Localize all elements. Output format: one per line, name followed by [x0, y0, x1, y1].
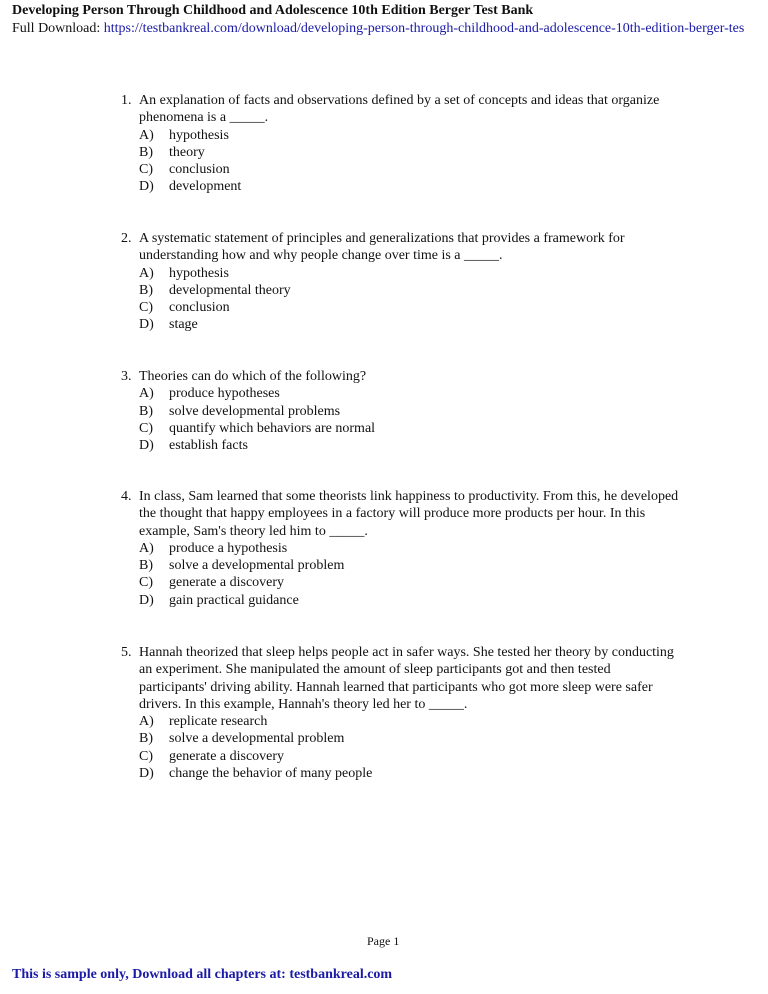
answer-option — [139, 316, 681, 333]
option-text: generate a discovery — [169, 748, 285, 764]
option-letter: A) — [139, 386, 154, 402]
option-letter: A) — [139, 127, 154, 143]
question-text: Hannah theorized that sleep helps people act in safer ways. She tested her theory by conducting an experiment. She manipulated the amount of sleep participants got and then tested participants' driving ability. Hannah learned that participants who got more sleep were safer drivers. In this example, Hannah's theory led her to _____. — [139, 645, 674, 712]
option-letter: C) — [139, 300, 153, 316]
answer-option — [139, 265, 681, 282]
option-text: produce hypotheses — [169, 386, 280, 402]
question-4 — [121, 488, 681, 609]
question-2 — [121, 230, 681, 334]
question-3 — [121, 368, 681, 454]
question-text: An explanation of facts and observations defined by a set of concepts and ideas that organize phenomena is a _____. — [139, 93, 660, 126]
option-letter: B) — [139, 403, 153, 419]
option-text: developmental theory — [169, 282, 291, 298]
answer-option — [139, 730, 681, 747]
answer-option — [139, 144, 681, 161]
answer-option — [139, 713, 681, 730]
option-letter: D) — [139, 438, 154, 454]
option-text: conclusion — [169, 300, 230, 316]
option-text: conclusion — [169, 162, 230, 178]
answer-option — [139, 557, 681, 574]
download-line — [12, 21, 744, 37]
option-text: solve a developmental problem — [169, 558, 345, 574]
page-number: Page 1 — [367, 934, 400, 948]
option-text: theory — [169, 144, 205, 160]
answer-option — [139, 282, 681, 299]
answer-option — [139, 178, 681, 195]
answer-option — [139, 420, 681, 437]
option-letter: B) — [139, 282, 153, 298]
option-letter: D) — [139, 592, 154, 608]
option-letter: D) — [139, 317, 154, 333]
question-5 — [121, 644, 681, 782]
answer-option — [139, 574, 681, 591]
answer-option — [139, 385, 681, 402]
option-text: generate a discovery — [169, 575, 285, 591]
option-text: establish facts — [169, 438, 248, 454]
question-number: 1. — [121, 93, 132, 108]
option-letter: C) — [139, 420, 153, 436]
question-text: Theories can do which of the following? — [139, 369, 367, 384]
answer-option — [139, 299, 681, 316]
option-text: solve developmental problems — [169, 403, 341, 419]
question-number: 4. — [121, 489, 132, 504]
option-letter: C) — [139, 748, 153, 764]
download-link[interactable]: https://testbankreal.com/download/developing-person-through-childhood-and-adolescence-10th-edition-berger-tes — [103, 21, 745, 36]
option-text: change the behavior of many people — [169, 766, 373, 782]
answer-option — [139, 765, 681, 782]
footer-notice[interactable]: This is sample only, Download all chapters at: testbankreal.com — [12, 967, 393, 982]
question-number: 5. — [121, 645, 132, 660]
answer-option — [139, 127, 681, 144]
option-text: quantify which behaviors are normal — [169, 420, 376, 436]
option-letter: C) — [139, 575, 153, 591]
option-text: replicate research — [169, 714, 268, 730]
option-letter: B) — [139, 731, 153, 747]
download-label: Full Download: — [12, 21, 104, 36]
option-text: development — [169, 179, 242, 195]
option-letter: B) — [139, 558, 153, 574]
answer-option — [139, 592, 681, 609]
question-text: In class, Sam learned that some theorists link happiness to productivity. From this, he developed the thought that happy employees in a factory will produce more products per hour. In this example, Sam's theory led him to _____. — [139, 489, 679, 539]
option-letter: A) — [139, 540, 154, 556]
option-letter: A) — [139, 714, 154, 730]
option-text: gain practical guidance — [169, 592, 299, 608]
question-text: A systematic statement of principles and generalizations that provides a framework for understanding how and why people change over time is a _____. — [139, 231, 625, 264]
option-letter: A) — [139, 265, 154, 281]
option-letter: D) — [139, 766, 154, 782]
option-text: produce a hypothesis — [169, 540, 288, 556]
option-letter: C) — [139, 162, 153, 178]
option-letter: D) — [139, 179, 154, 195]
answer-option — [139, 403, 681, 420]
question-number: 2. — [121, 231, 132, 246]
option-text: solve a developmental problem — [169, 731, 345, 747]
option-text: hypothesis — [169, 265, 229, 281]
option-text: stage — [169, 317, 198, 333]
answer-option — [139, 540, 681, 557]
option-text: hypothesis — [169, 127, 229, 143]
question-1 — [121, 92, 681, 196]
question-number: 3. — [121, 369, 132, 384]
document-title: Developing Person Through Childhood and Adolescence 10th Edition Berger Test Bank — [12, 3, 534, 18]
answer-option — [139, 748, 681, 765]
answer-option — [139, 437, 681, 454]
option-letter: B) — [139, 144, 153, 160]
answer-option — [139, 161, 681, 178]
